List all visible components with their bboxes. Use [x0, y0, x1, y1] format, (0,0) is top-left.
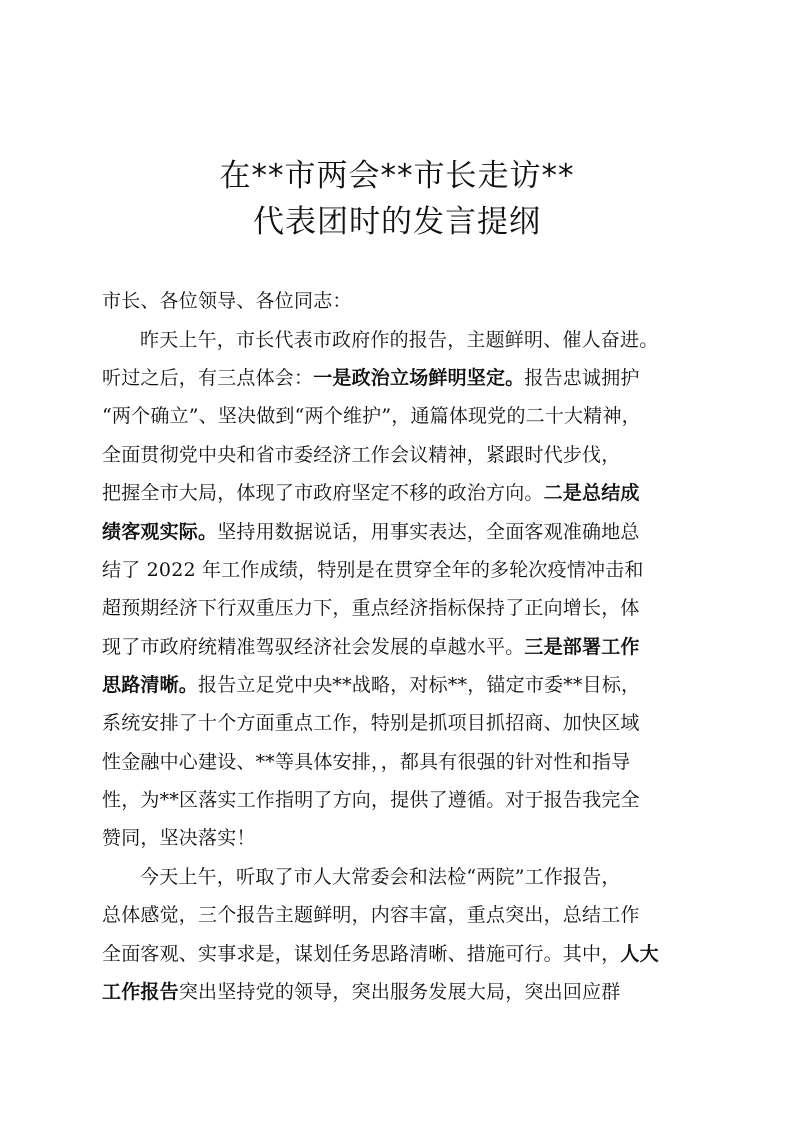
text-run: 全面贯彻党中央和省市委经济工作会议精神，紧跟时代步伐， [102, 444, 621, 466]
bold-text: 三是部署工作 [524, 636, 640, 658]
body-line [102, 977, 702, 1004]
body-line [102, 286, 702, 313]
text-run: 系统安排了十个方面重点工作，特别是抓项目抓招商、加快区域 [102, 712, 640, 734]
title-line-2: 代表团时的发言提纲 [253, 204, 541, 240]
text-run: 听过之后，有三点体会： [102, 367, 314, 389]
text-run: 昨天上午，市长代表市政府作的报告，主题鲜明、催人奋进。 [140, 329, 659, 351]
body-line [102, 517, 702, 544]
bold-text: 二是总结成 [543, 482, 640, 504]
bold-text: 一是政治立场鲜明坚定。 [313, 367, 525, 389]
body-line [102, 708, 702, 735]
body-line [140, 862, 740, 889]
body-line [102, 478, 702, 505]
body-line [102, 900, 702, 927]
text-run: 结了 2022 年工作成绩，特别是在贯穿全年的多轮次疫情冲击和 [102, 559, 644, 581]
text-run: 赞同，坚决落实！ [102, 827, 256, 849]
text-run: 全面客观、实事求是，谋划任务思路清晰、措施可行。其中， [102, 943, 621, 965]
bold-text: 绩客观实际。 [102, 521, 218, 543]
text-run: 坚持用数据说话，用事实表达，全面客观准确地总 [217, 521, 640, 543]
body-line [102, 593, 702, 620]
body-line [102, 363, 702, 390]
bold-text: 思路清晰。 [102, 674, 199, 696]
bold-text: 人大 [620, 943, 659, 965]
text-run: 报告立足党中央**战略，对标**，锚定市委**目标， [198, 674, 641, 696]
body-line [102, 555, 702, 582]
text-run: 报告忠诚拥护 [524, 367, 640, 389]
text-run: 市长、各位领导、各位同志： [102, 290, 352, 312]
text-run: 把握全市大局，体现了市政府坚定不移的政治方向。 [102, 482, 544, 504]
text-run: 突出坚持党的领导，突出服务发展大局，突出回应群 [178, 981, 621, 1003]
text-run: 总体感觉，三个报告主题鲜明，内容丰富，重点突出，总结工作 [102, 904, 640, 926]
text-run: “两个确立”、坚决做到“两个维护”，通篇体现党的二十大精神， [102, 405, 641, 427]
bold-text: 工作报告 [102, 981, 179, 1003]
text-run: 超预期经济下行双重压力下，重点经济指标保持了正向增长，体 [102, 597, 640, 619]
body-line [102, 401, 702, 428]
body-line [102, 440, 702, 467]
text-run: 性，为**区落实工作指明了方向，提供了遵循。对于报告我完全 [102, 789, 640, 811]
body-line [102, 632, 702, 659]
body-line [102, 823, 702, 850]
body-line [102, 939, 702, 966]
text-run: 今天上午，听取了市人大常委会和法检“两院”工作报告， [140, 866, 621, 888]
text-run: 现了市政府统精准驾驭经济社会发展的卓越水平。 [102, 636, 525, 658]
body-line [102, 670, 702, 697]
body-line [102, 747, 702, 774]
title-line-1: 在**市两会**市长走访** [219, 158, 575, 194]
body-line [140, 325, 740, 352]
body-line [102, 785, 702, 812]
text-run: 性金融中心建设、**等具体安排，，都具有很强的针对性和指导 [102, 751, 631, 773]
